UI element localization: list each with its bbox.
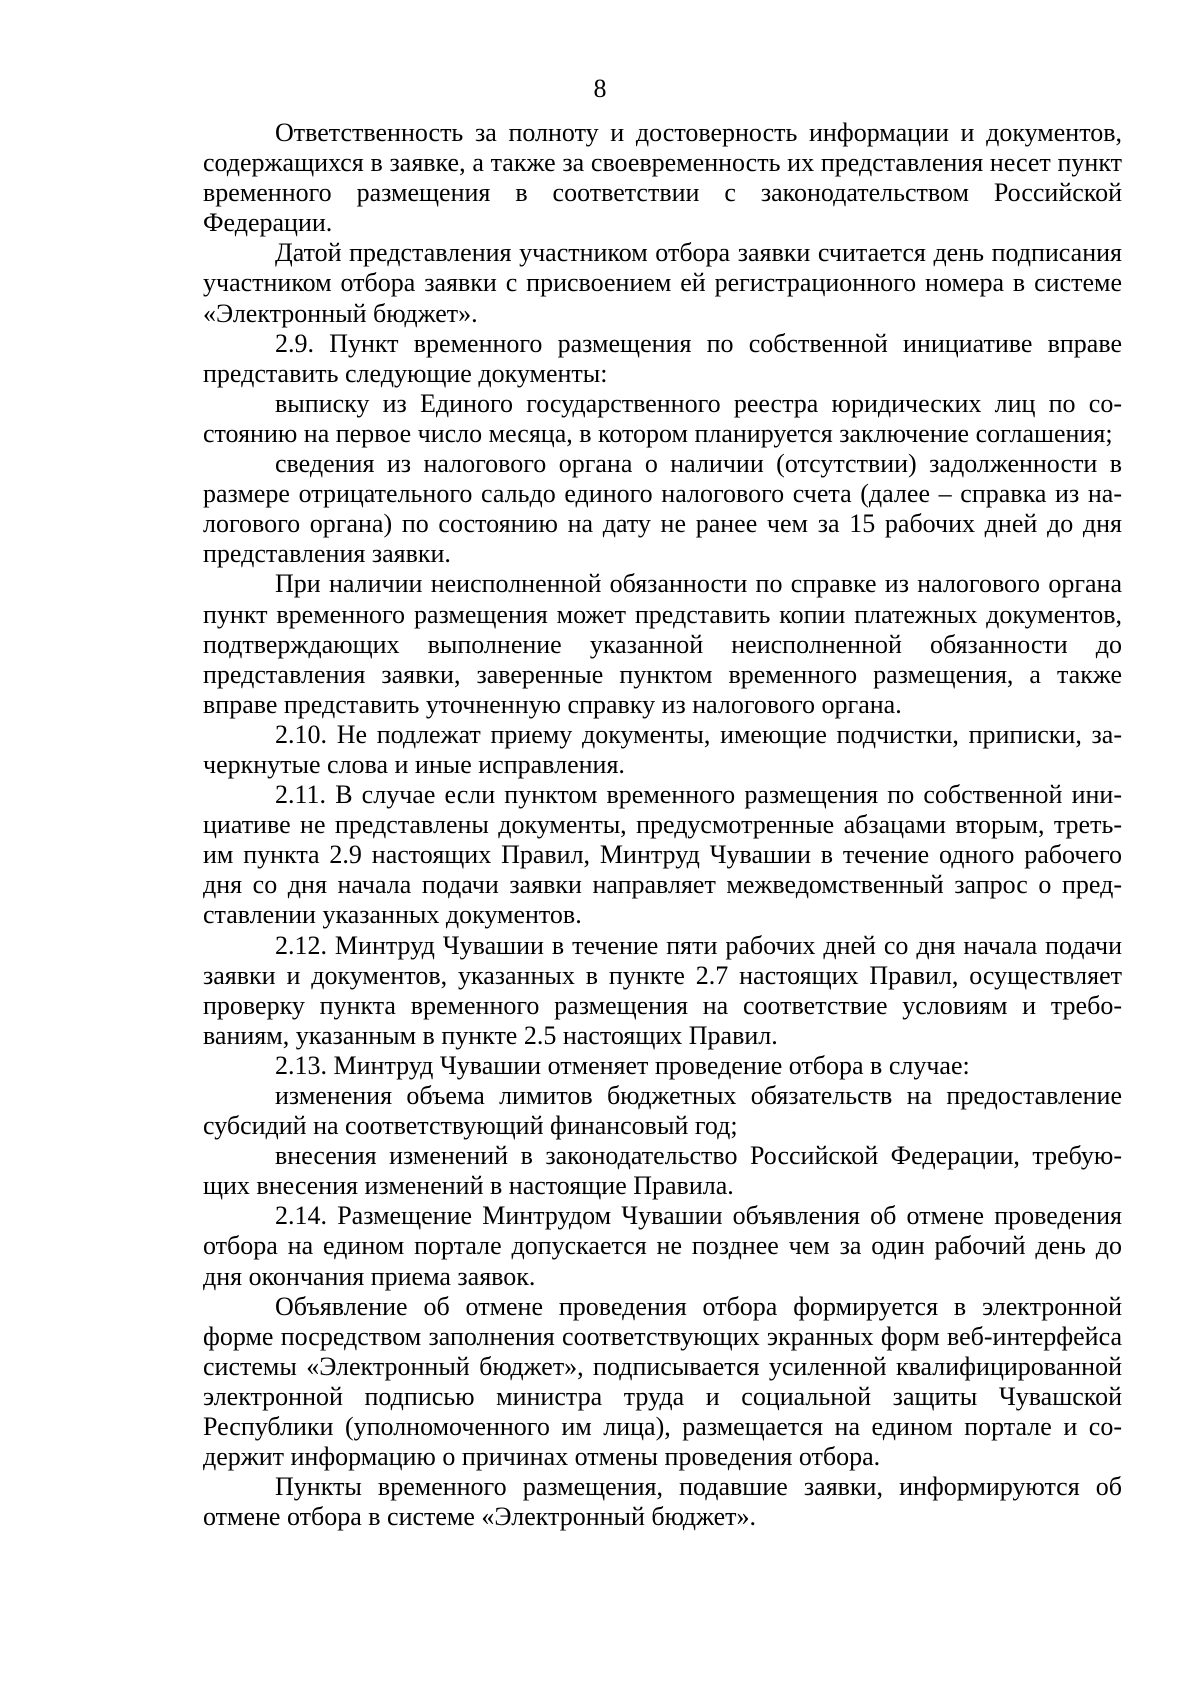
page-number: 8 [593,74,607,103]
paragraph-limits-change: изменения объема лимитов бюджетных обязательств на предоставление субсидий на соответствующий финансовый год; [203,1081,1122,1141]
paragraph-cancellation-notice: Объявление об отмене проведения отбора формируется в электронной форме посредством заполнения соответствующих экранных форм веб-интерфейса системы «Электронный бюджет», подписывается усиленной квалифицированной электронной подписью министра труда и социальной защиты Чувашской Республики (уполномоченного им лица), размещается на едином портале и содержит информацию о причинах отмены проведения отбора. [203,1291,1122,1472]
paragraph-law-change: внесения изменений в законодательство Российской Федерации, требующих внесения изменений в настоящие Правила. [203,1141,1122,1201]
paragraph-unfulfilled-obligation: При наличии неисполненной обязанности по справке из налогового органа пункт временного размещения может представить копии платежных документов, подтверждающих выполнение указанной неисполненной обязанности до представления заявки, заверенные пунктом временного размещения, а также вправе представить уточненную справку из налогового органа. [203,569,1122,719]
document-body [203,118,1122,1532]
paragraph-2-13: 2.13. Минтруд Чувашии отменяет проведение отбора в случае: [275,1050,970,1080]
paragraph-tax-info: сведения из налогового органа о наличии (отсутствии) задолженности в размере отрицательного сальдо единого налогового счета (далее – справка из налогового органа) по состоянию на дату не ранее чем за 15 рабочих дней до дня представления заявки. [203,449,1122,569]
paragraph-registry-extract: выписку из Единого государственного реестра юридических лиц по состоянию на первое число месяца, в котором планируется заключение соглашения; [203,388,1122,448]
paragraph-2-11: 2.11. В случае если пунктом временного размещения по собственной инициативе не представлены документы, предусмотренные абзацами вторым, третьим пункта 2.9 настоящих Правил, Минтруд Чувашии в течение одного рабочего дня со дня начала подачи заявки направляет межведомственный запрос о представлении указанных документов. [203,780,1122,930]
paragraph-2-12: 2.12. Минтруд Чувашии в течение пяти рабочих дней со дня начала подачи заявки и документов, указанных в пункте 2.7 настоящих Правил, осуществляет проверку пункта временного размещения на соответствие условиям и требованиям, указанным в пункте 2.5 настоящих Правил. [203,930,1122,1050]
paragraph-2-9: 2.9. Пункт временного размещения по собственной инициативе вправе представить следующие документы: [203,328,1122,388]
paragraph-responsibility: Ответственность за полноту и достоверность информации и документов, содержащихся в заявке, а также за своевременность их представления несет пункт временного размещения в соответствии с законодательством Российской Федерации. [203,118,1122,238]
paragraph-applicants-informed: Пункты временного размещения, подавшие заявки, информируются об отмене отбора в системе «Электронный бюджет». [203,1472,1122,1532]
paragraph-2-10: 2.10. Не подлежат приему документы, имеющие подчистки, приписки, зачеркнутые слова и иные исправления. [203,719,1122,779]
paragraph-2-14: 2.14. Размещение Минтрудом Чувашии объявления об отмене проведения отбора на едином портале допускается не позднее чем за один рабочий день до дня окончания приема заявок. [203,1201,1122,1291]
paragraph-submission-date: Датой представления участником отбора заявки считается день подписания участником отбора заявки с присвоением ей регистрационного номера в системе «Электронный бюджет». [203,238,1122,328]
